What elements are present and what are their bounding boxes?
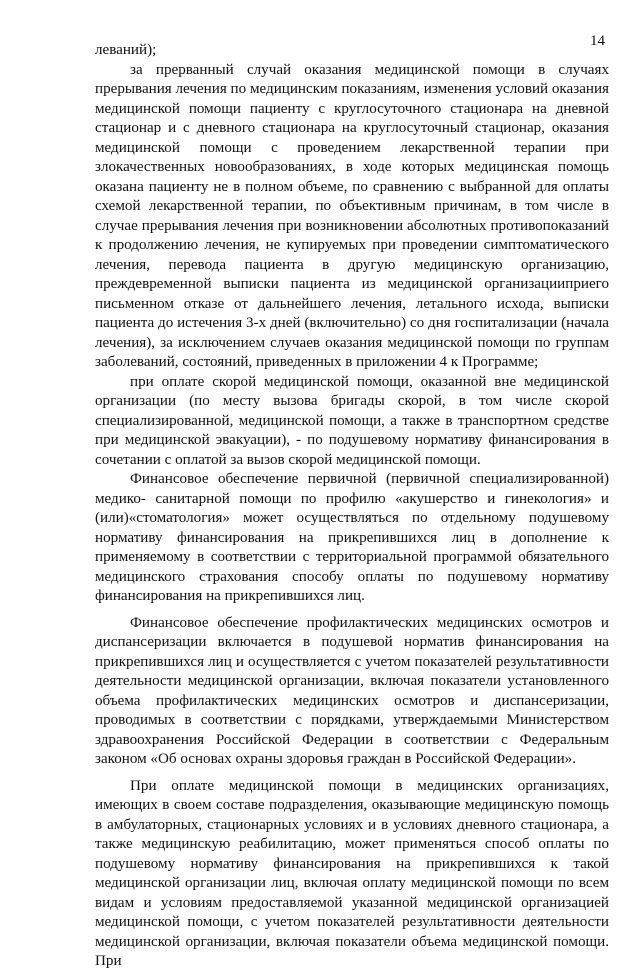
paragraph-continuation: леваний); xyxy=(95,42,157,58)
paragraph-preventive-exams-financing: Финансовое обеспечение профилактических медицинских осмотров и диспансеризации включается в подушевой норматив финансирования на прикрепившихся лиц и осуществляется с учетом показателей результативности деятельности медицинской организации, включая показатели установленного объема профилактических медицинских осмотров и диспансеризации, проводимых в соответствии с порядками, утверждаемыми Министерством здравоохранения Российской Федерации в соответствии с Федеральным законом «Об основах охраны здоровья граждан в Российской Федерации». xyxy=(95,614,609,767)
page-number: 14 xyxy=(590,33,605,49)
paragraph-ambulance-payment: при оплате скорой медицинской помощи, оказанной вне медицинской организации (по месту вызова бригады скорой, в том числе скорой специализированной, медицинской помощи, а также в транспортном средстве при медицинской эвакуации), - по подушевому нормативу финансирования в сочетании с оплатой за вызов скорой медицинской помощи. xyxy=(95,373,609,468)
paragraph-combined-payment-method: При оплате медицинской помощи в медицинских организациях, имеющих в своем составе подразделения, оказывающие медицинскую помощь в амбулаторных, стационарных условиях и в условиях дневного стационара, а также медицинскую реабилитацию, может применяться способ оплаты по подушевому нормативу финансирования на прикрепившихся к такой медицинской организации лиц, включая оплату медицинской помощи по всем видам и условиям предоставляемой указанной медицинской организацией медицинской помощи, с учетом показателей результативности деятельности медицинской организации, включая показатели объема медицинской помощи. При xyxy=(95,777,609,969)
document-body xyxy=(95,41,609,972)
paragraph-primary-care-financing: Финансовое обеспечение первичной (первичной специализированной) медико- санитарной помощи по профилю «акушерство и гинекология» и (или)«стоматология» может осуществляться по отдельному подушевому нормативу финансирования на прикрепившихся лиц в дополнение к применяемому в соответствии с территориальной программой обязательного медицинского страхования способу оплаты по подушевому нормативу финансирования на прикрепившихся лиц. xyxy=(95,471,609,604)
paragraph-interrupted-case: за прерванный случай оказания медицинской помощи в случаях прерывания лечения по медицинским показаниям, изменения условий оказания медицинской помощи пациенту с круглосуточного стационара на дневной стационар и с дневного стационара на круглосуточный стационар, оказания медицинской помощи с проведением лекарственной терапии при злокачественных новообразованиях, в ходе которых медицинская помощь оказана пациенту не в полном объеме, по сравнению с выбранной для оплаты схемой лекарственной терапии, по объективным причинам, в том числе в случае прерывания лечения при возникновении абсолютных противопоказаний к продолжению лечения, не купируемых при проведении симптоматического лечения, перевода пациента в другую медицинскую организацию, преждевременной выписки пациента из медицинской организацииприего письменном отказе от дальнейшего лечения, летального исхода, выписки пациента до истечения 3-х дней (включительно) со дня госпитализации (начала лечения), за исключением случаев оказания медицинской помощи по группам заболеваний, состояний, приведенных в приложении 4 к Программе; xyxy=(95,61,609,370)
